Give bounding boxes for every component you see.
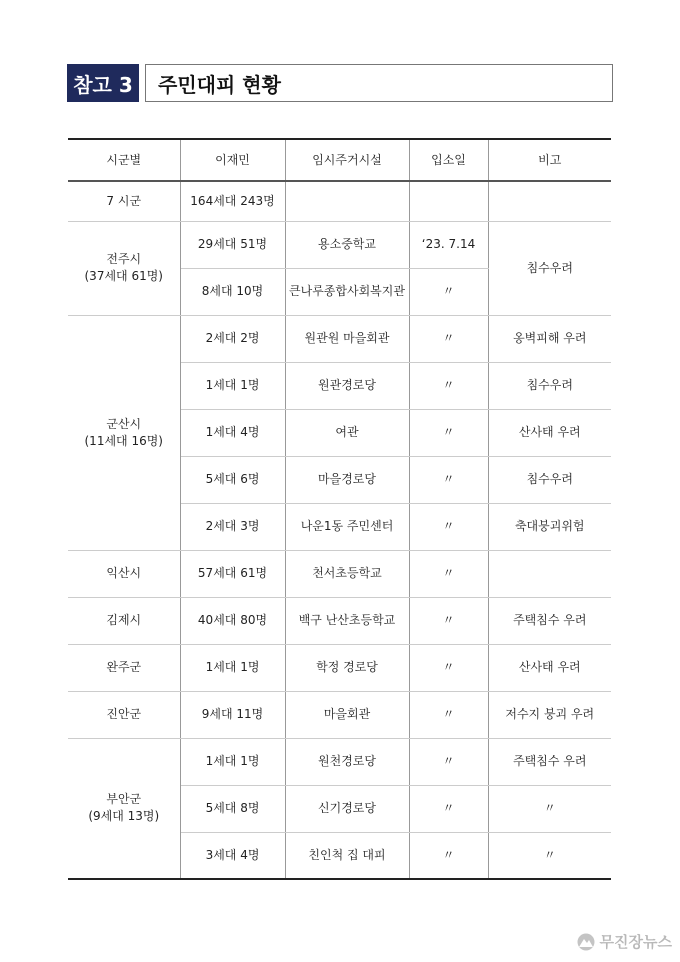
region-cell: 7 시군 <box>68 181 180 221</box>
facility-cell: 큰나루종합사회복지관 <box>285 268 409 315</box>
facility-cell: 여관 <box>285 409 409 456</box>
note-cell <box>488 181 611 221</box>
evacuation-table <box>68 138 611 880</box>
victims-cell: 1세대 1명 <box>180 362 285 409</box>
victims-cell: 1세대 1명 <box>180 738 285 785</box>
note-cell: 산사태 우려 <box>488 644 611 691</box>
table-row <box>68 550 611 597</box>
date-cell: 〃 <box>409 597 488 644</box>
mountain-logo-icon <box>576 933 596 951</box>
region-cell: 익산시 <box>68 550 180 597</box>
watermark-text: 무진장뉴스 <box>599 933 672 951</box>
note-cell: 〃 <box>488 785 611 832</box>
facility-cell: 마을경로당 <box>285 456 409 503</box>
victims-cell: 3세대 4명 <box>180 832 285 879</box>
region-cell: 완주군 <box>68 644 180 691</box>
date-cell: 〃 <box>409 832 488 879</box>
date-cell: 〃 <box>409 503 488 550</box>
facility-cell: 마을회관 <box>285 691 409 738</box>
date-cell: 〃 <box>409 691 488 738</box>
note-cell: 침수우려 <box>488 456 611 503</box>
col-header-region: 시군별 <box>68 139 180 181</box>
victims-cell: 2세대 3명 <box>180 503 285 550</box>
table-row <box>68 738 611 785</box>
col-header-note: 비고 <box>488 139 611 181</box>
victims-cell: 5세대 6명 <box>180 456 285 503</box>
date-cell: ‘23. 7.14 <box>409 221 488 268</box>
victims-cell: 1세대 4명 <box>180 409 285 456</box>
table-row <box>68 691 611 738</box>
facility-cell: 천서초등학교 <box>285 550 409 597</box>
date-cell: 〃 <box>409 456 488 503</box>
note-cell <box>488 550 611 597</box>
region-cell: 진안군 <box>68 691 180 738</box>
note-cell: 〃 <box>488 832 611 879</box>
victims-cell: 2세대 2명 <box>180 315 285 362</box>
victims-cell: 1세대 1명 <box>180 644 285 691</box>
table-row <box>68 221 611 268</box>
date-cell: 〃 <box>409 644 488 691</box>
date-cell: 〃 <box>409 409 488 456</box>
victims-cell: 8세대 10명 <box>180 268 285 315</box>
region-cell: 김제시 <box>68 597 180 644</box>
date-cell <box>409 181 488 221</box>
date-cell: 〃 <box>409 738 488 785</box>
watermark <box>576 931 672 952</box>
region-cell: 부안군 (9세대 13명) <box>68 738 180 879</box>
table-row <box>68 181 611 221</box>
note-cell: 산사태 우려 <box>488 409 611 456</box>
col-header-victims: 이재민 <box>180 139 285 181</box>
note-cell: 옹벽피해 우려 <box>488 315 611 362</box>
date-cell: 〃 <box>409 362 488 409</box>
victims-cell: 9세대 11명 <box>180 691 285 738</box>
header-row <box>68 139 611 181</box>
table-row <box>68 315 611 362</box>
facility-cell: 용소중학교 <box>285 221 409 268</box>
date-cell: 〃 <box>409 268 488 315</box>
table-row <box>68 644 611 691</box>
victims-cell: 40세대 80명 <box>180 597 285 644</box>
date-cell: 〃 <box>409 550 488 597</box>
date-cell: 〃 <box>409 315 488 362</box>
page-title: 주민대피 현황 <box>145 64 613 102</box>
facility-cell <box>285 181 409 221</box>
note-cell: 침수우려 <box>488 221 611 315</box>
region-cell: 군산시 (11세대 16명) <box>68 315 180 550</box>
victims-cell: 164세대 243명 <box>180 181 285 221</box>
facility-cell: 학정 경로당 <box>285 644 409 691</box>
note-cell: 저수지 붕괴 우려 <box>488 691 611 738</box>
table-row <box>68 597 611 644</box>
facility-cell: 원관경로당 <box>285 362 409 409</box>
date-cell: 〃 <box>409 785 488 832</box>
col-header-date: 입소일 <box>409 139 488 181</box>
victims-cell: 29세대 51명 <box>180 221 285 268</box>
victims-cell: 57세대 61명 <box>180 550 285 597</box>
note-cell: 주택침수 우려 <box>488 738 611 785</box>
region-cell: 전주시 (37세대 61명) <box>68 221 180 315</box>
facility-cell: 원관원 마을회관 <box>285 315 409 362</box>
facility-cell: 원천경로당 <box>285 738 409 785</box>
facility-cell: 친인척 집 대피 <box>285 832 409 879</box>
col-header-facility: 임시주거시설 <box>285 139 409 181</box>
note-cell: 축대붕괴위험 <box>488 503 611 550</box>
section-title <box>67 64 613 102</box>
note-cell: 주택침수 우려 <box>488 597 611 644</box>
table-body <box>68 181 611 879</box>
victims-cell: 5세대 8명 <box>180 785 285 832</box>
facility-cell: 신기경로당 <box>285 785 409 832</box>
note-cell: 침수우려 <box>488 362 611 409</box>
reference-badge: 참고 3 <box>67 64 139 102</box>
facility-cell: 백구 난산초등학교 <box>285 597 409 644</box>
facility-cell: 나운1동 주민센터 <box>285 503 409 550</box>
